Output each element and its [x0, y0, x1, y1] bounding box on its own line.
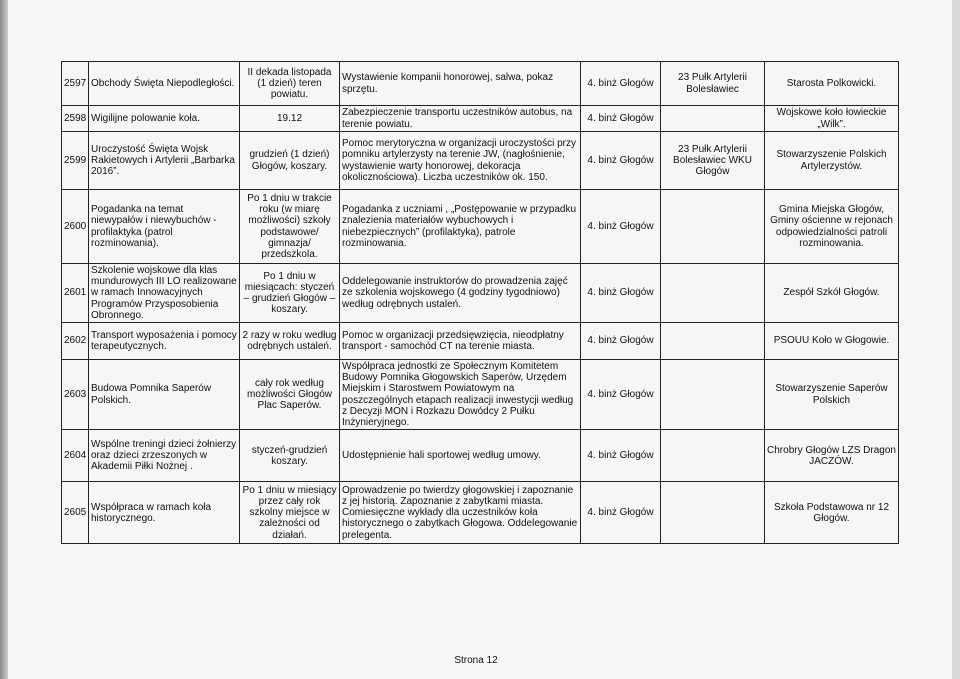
event-term: Po 1 dniu w trakcie roku (w miarę możliwości) szkoły podstawowe/ gimnazja/ przedszkola. [240, 190, 340, 264]
event-scope: Pomoc merytoryczna w organizacji uroczystości przy pomniku artylerzysty na terenie JW, (nagłośnienie, wystawienie warty honorowej, dekoracja okolicznościowa). Liczba uczestników ok. 150. [340, 132, 581, 190]
event-term: cały rok według możliwości Głogów Plac Saperów. [240, 360, 340, 430]
page-number: Strona 12 [454, 655, 498, 666]
requester: Zespół Szkół Głogów. [765, 264, 899, 323]
partner-unit [661, 190, 765, 264]
requester: Gmina Miejska Głogów, Gminy ościenne w rejonach odpowiedzialności patroli rozminowania. [765, 190, 899, 264]
table-row [62, 360, 899, 430]
event-term: styczeń-grudzień koszary. [240, 430, 340, 482]
requester: Stowarzyszenie Saperów Polskich [765, 360, 899, 430]
event-scope: Zabezpieczenie transportu uczestników autobus, na terenie powiatu. [340, 106, 581, 132]
partner-unit [661, 360, 765, 430]
partner-unit [661, 264, 765, 323]
partner-unit: 23 Pułk Artylerii Bolesławiec [661, 62, 765, 106]
event-name: Szkolenie wojskowe dla klas mundurowych III LO realizowane w ramach Innowacyjnych Programów Przysposobienia Obronnego. [89, 264, 240, 323]
event-scope: Współpraca jednostki ze Społecznym Komitetem Budowy Pomnika Głogowskich Saperów, Urzędem Miejskim i Starostwem Powiatowym na poszczególnych etapach realizacji inwestycji według z Decyzji MON i Rozkazu Dowódcy 2 Pułku Inżynieryjnego. [340, 360, 581, 430]
table-row [62, 190, 899, 264]
events-table [61, 61, 899, 544]
event-scope: Oprowadzenie po twierdzy głogowskiej i zapoznanie z jej historią. Zapoznanie z zabytkami miasta. Comiesięczne wykłady dla uczestników koła historycznego o zabytkach Głogowa. Oddelegowanie prelegenta. [340, 482, 581, 544]
partner-unit [661, 482, 765, 544]
executing-unit: 4. binż Głogów [581, 62, 661, 106]
event-term: Po 1 dniu w miesiącach: styczeń – grudzień Głogów – koszary. [240, 264, 340, 323]
requester: Wojskowe koło łowieckie „Wilk”. [765, 106, 899, 132]
executing-unit: 4. binż Głogów [581, 323, 661, 360]
table-row [62, 264, 899, 323]
table-row [62, 482, 899, 544]
row-number: 2601 [62, 264, 89, 323]
event-scope: Udostępnienie hali sportowej według umowy. [340, 430, 581, 482]
event-scope: Pogadanka z uczniami , „Postępowanie w przypadku znalezienia materiałów wybuchowych i niebezpiecznych” (profilaktyka), patrole rozminowania. [340, 190, 581, 264]
row-number: 2602 [62, 323, 89, 360]
executing-unit: 4. binż Głogów [581, 482, 661, 544]
table-row [62, 430, 899, 482]
row-number: 2598 [62, 106, 89, 132]
partner-unit: 23 Pułk Artylerii Bolesławiec WKU Głogów [661, 132, 765, 190]
event-name: Współpraca w ramach koła historycznego. [89, 482, 240, 544]
event-term: 19.12 [240, 106, 340, 132]
executing-unit: 4. binż Głogów [581, 132, 661, 190]
executing-unit: 4. binż Głogów [581, 190, 661, 264]
row-number: 2599 [62, 132, 89, 190]
executing-unit: 4. binż Głogów [581, 264, 661, 323]
event-term: II dekada listopada (1 dzień) teren powiatu. [240, 62, 340, 106]
table-row [62, 106, 899, 132]
event-name: Wigilijne polowanie koła. [89, 106, 240, 132]
event-name: Transport wyposażenia i pomocy terapeutycznych. [89, 323, 240, 360]
row-number: 2605 [62, 482, 89, 544]
event-scope: Oddelegowanie instruktorów do prowadzenia zajęć ze szkolenia wojskowego (4 godziny tygodniowo) według odrębnych ustaleń. [340, 264, 581, 323]
event-name: Budowa Pomnika Saperów Polskich. [89, 360, 240, 430]
requester: PSOUU Koło w Głogowie. [765, 323, 899, 360]
row-number: 2597 [62, 62, 89, 106]
event-name: Uroczystość Święta Wojsk Rakietowych i Artylerii „Barbarka 2016”. [89, 132, 240, 190]
event-scope: Wystawienie kompanii honorowej, salwa, pokaz sprzętu. [340, 62, 581, 106]
event-term: grudzień (1 dzień) Głogów, koszary. [240, 132, 340, 190]
event-scope: Pomoc w organizacji przedsięwzięcia, nieodpłatny transport - samochód CT na terenie miasta. [340, 323, 581, 360]
executing-unit: 4. binż Głogów [581, 430, 661, 482]
row-number: 2603 [62, 360, 89, 430]
event-name: Pogadanka na temat niewypałów i niewybuchów - profilaktyka (patrol rozminowania). [89, 190, 240, 264]
table-row [62, 132, 899, 190]
table-row [62, 323, 899, 360]
page-edge-shadow [0, 0, 8, 679]
row-number: 2604 [62, 430, 89, 482]
event-term: Po 1 dniu w miesiący przez cały rok szkolny miejsce w zależności od działań. [240, 482, 340, 544]
requester: Chrobry Głogów LZS Dragon JACZÓW. [765, 430, 899, 482]
event-name: Obchody Święta Niepodległości. [89, 62, 240, 106]
executing-unit: 4. binż Głogów [581, 106, 661, 132]
partner-unit [661, 106, 765, 132]
row-number: 2600 [62, 190, 89, 264]
requester: Starosta Polkowicki. [765, 62, 899, 106]
requester: Szkoła Podstawowa nr 12 Głogów. [765, 482, 899, 544]
event-term: 2 razy w roku według odrębnych ustaleń. [240, 323, 340, 360]
partner-unit [661, 323, 765, 360]
event-name: Wspólne treningi dzieci żołnierzy oraz dzieci zrzeszonych w Akademii Piłki Nożnej . [89, 430, 240, 482]
executing-unit: 4. binż Głogów [581, 360, 661, 430]
requester: Stowarzyszenie Polskich Artylerzystów. [765, 132, 899, 190]
table-row [62, 62, 899, 106]
partner-unit [661, 430, 765, 482]
